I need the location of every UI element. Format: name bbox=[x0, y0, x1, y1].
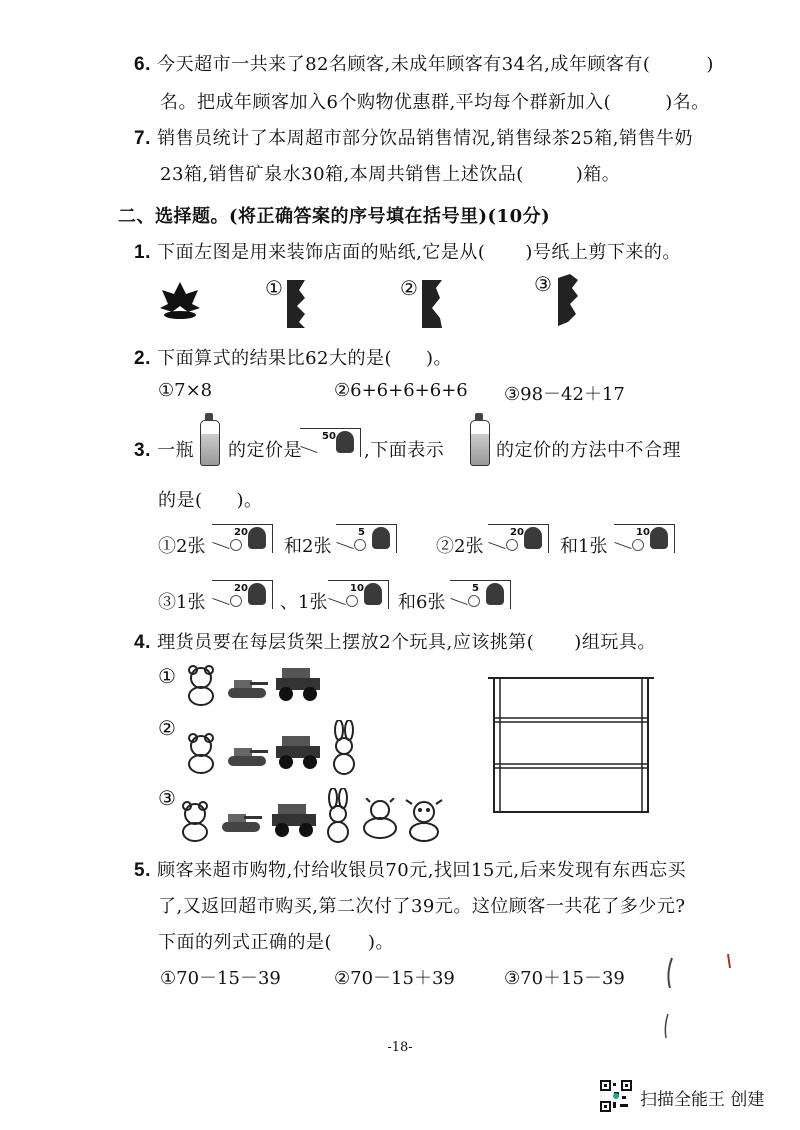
c3-option-1-middle: 和2张 bbox=[284, 536, 332, 557]
bill-10-value: 10 bbox=[636, 527, 650, 538]
c4-text-end: )组玩具。 bbox=[574, 632, 656, 653]
c1-text-end: )号纸上剪下来的。 bbox=[525, 242, 681, 263]
c3-text-c: ,下面表示 bbox=[364, 440, 445, 461]
price-50-value: 50 bbox=[322, 431, 336, 442]
c4-mark-2[interactable]: ② bbox=[158, 716, 176, 740]
bill-20-icon-2 bbox=[488, 524, 549, 553]
q6-number: 6. bbox=[134, 54, 151, 75]
c5-line2: 了,又返回超市购买,第二次付了39元。这位顾客一共花了多少元? bbox=[158, 896, 686, 917]
q7-line1 bbox=[134, 124, 693, 150]
q7-text-2: 23箱,销售矿泉水30箱,本周共销售上述饮品( bbox=[160, 164, 524, 185]
q6-text-2: 名。把成年顾客加入6个购物优惠群,平均每个群新加入( bbox=[160, 92, 612, 113]
c4-mark-1[interactable]: ① bbox=[158, 664, 176, 688]
c5-text-1: 顾客来超市购物,付给收银员70元,找回15元,后来发现有东西忘买 bbox=[157, 860, 687, 881]
drink-bottle-icon-2 bbox=[470, 420, 490, 466]
tank-icon bbox=[226, 674, 270, 702]
q7-line2 bbox=[160, 160, 620, 186]
bill-20-icon bbox=[212, 524, 273, 553]
c5-option-2[interactable]: ②70－15＋39 bbox=[334, 968, 455, 989]
price-50-bill-icon bbox=[300, 428, 361, 457]
jeep-icon-3 bbox=[270, 800, 318, 838]
c2-line bbox=[134, 344, 452, 370]
c1-text: 下面左图是用来装饰店面的贴纸,它是从( bbox=[157, 242, 486, 263]
q6-paren-1: ) bbox=[706, 54, 714, 75]
c3-line2 bbox=[158, 486, 263, 512]
bill-20-icon-3 bbox=[212, 580, 273, 609]
bill-20-value: 20 bbox=[234, 527, 248, 538]
teddy-bear-icon-2 bbox=[182, 732, 220, 774]
c5-text-3-end: )。 bbox=[368, 932, 395, 953]
paper-2-image bbox=[420, 278, 446, 330]
teddy-bear-icon-3 bbox=[176, 800, 214, 842]
paper-1-image bbox=[285, 278, 311, 330]
c5-text-3: 下面的列式正确的是( bbox=[158, 932, 333, 953]
c2-option-2[interactable]: ②6+6+6+6+6 bbox=[334, 380, 468, 401]
c3-option-3-end: 和6张 bbox=[398, 592, 446, 613]
qr-code-icon bbox=[600, 1080, 632, 1112]
c4-number: 4. bbox=[134, 632, 151, 653]
bill-10-value-2: 10 bbox=[350, 583, 364, 594]
c3-text-2: 的是( bbox=[158, 490, 203, 511]
sticker-image bbox=[158, 280, 202, 320]
goat-icon bbox=[360, 798, 402, 842]
c3-text-a: 一瓶 bbox=[157, 440, 195, 461]
tank-icon-3 bbox=[220, 808, 264, 836]
c5-line3 bbox=[158, 928, 394, 954]
c2-option-1[interactable]: ①7×8 bbox=[158, 380, 213, 401]
c1-mark-3[interactable]: ③ bbox=[534, 272, 552, 296]
c3-option-2-middle: 和1张 bbox=[560, 536, 608, 557]
q6-paren-2: )名。 bbox=[665, 92, 710, 113]
bill-10-icon-2 bbox=[328, 580, 389, 609]
q6-line1 bbox=[134, 50, 714, 76]
rabbit-icon-2 bbox=[322, 788, 354, 844]
c3-option-3-middle: 、1张 bbox=[280, 592, 328, 613]
c5-option-3[interactable]: ③70＋15－39 bbox=[504, 968, 625, 989]
c5-line1 bbox=[134, 856, 686, 882]
c3-option-3-prefix[interactable]: ③1张 bbox=[158, 592, 206, 613]
drink-bottle-icon bbox=[200, 420, 220, 466]
c1-number: 1. bbox=[134, 242, 151, 263]
c3-text-d: 的定价的方法中不合理 bbox=[496, 440, 681, 461]
q7-number: 7. bbox=[134, 128, 151, 149]
page-number: -18- bbox=[387, 1040, 413, 1055]
c1-mark-1[interactable]: ① bbox=[265, 276, 283, 300]
bill-5-icon bbox=[336, 524, 397, 553]
jeep-icon bbox=[274, 664, 322, 702]
shelf-image bbox=[486, 672, 658, 818]
c5-number: 5. bbox=[134, 860, 151, 881]
c3-option-2-prefix[interactable]: ②2张 bbox=[436, 536, 484, 557]
c4-text: 理货员要在每层货架上摆放2个玩具,应该挑第( bbox=[157, 632, 535, 653]
section-2-title: 二、选择题。(将正确答案的序号填在括号里)(10分) bbox=[118, 206, 551, 227]
jeep-icon-2 bbox=[274, 732, 322, 770]
c3-line1 bbox=[134, 436, 194, 462]
paper-3-image bbox=[556, 274, 582, 330]
bill-10-icon bbox=[614, 524, 675, 553]
c1-mark-2[interactable]: ② bbox=[400, 276, 418, 300]
bill-20-value-2: 20 bbox=[510, 527, 524, 538]
c3-number: 3. bbox=[134, 440, 151, 461]
c3-text-2-end: )。 bbox=[236, 490, 263, 511]
c4-mark-3[interactable]: ③ bbox=[158, 786, 176, 810]
scan-marks bbox=[660, 954, 740, 1044]
c5-option-1[interactable]: ①70－15－39 bbox=[160, 968, 281, 989]
c2-text: 下面算式的结果比62大的是( bbox=[157, 348, 393, 369]
brand-watermark: 扫描全能王 创建 bbox=[640, 1090, 765, 1110]
teddy-bear-icon bbox=[182, 664, 220, 706]
bill-20-value-3: 20 bbox=[234, 583, 248, 594]
cow-icon bbox=[404, 798, 444, 842]
q6-line2 bbox=[160, 88, 710, 114]
c3-text-b: 的定价是 bbox=[228, 440, 302, 461]
c2-number: 2. bbox=[134, 348, 151, 369]
q6-text-1: 今天超市一共来了82名顾客,未成年顾客有34名,成年顾客有( bbox=[157, 54, 651, 75]
tank-icon-2 bbox=[226, 742, 270, 770]
c2-text-end: )。 bbox=[426, 348, 453, 369]
q7-text-1: 销售员统计了本周超市部分饮品销售情况,销售绿茶25箱,销售牛奶 bbox=[157, 128, 693, 149]
bill-5-value: 5 bbox=[358, 527, 365, 538]
c4-line bbox=[134, 628, 656, 654]
c3-option-1-prefix[interactable]: ①2张 bbox=[158, 536, 206, 557]
rabbit-icon bbox=[328, 720, 360, 776]
bill-5-icon-2 bbox=[450, 580, 511, 609]
c2-option-3[interactable]: ③98－42＋17 bbox=[504, 384, 625, 405]
bill-5-value-2: 5 bbox=[472, 583, 479, 594]
q7-paren: )箱。 bbox=[575, 164, 621, 185]
c1-line bbox=[134, 238, 681, 264]
